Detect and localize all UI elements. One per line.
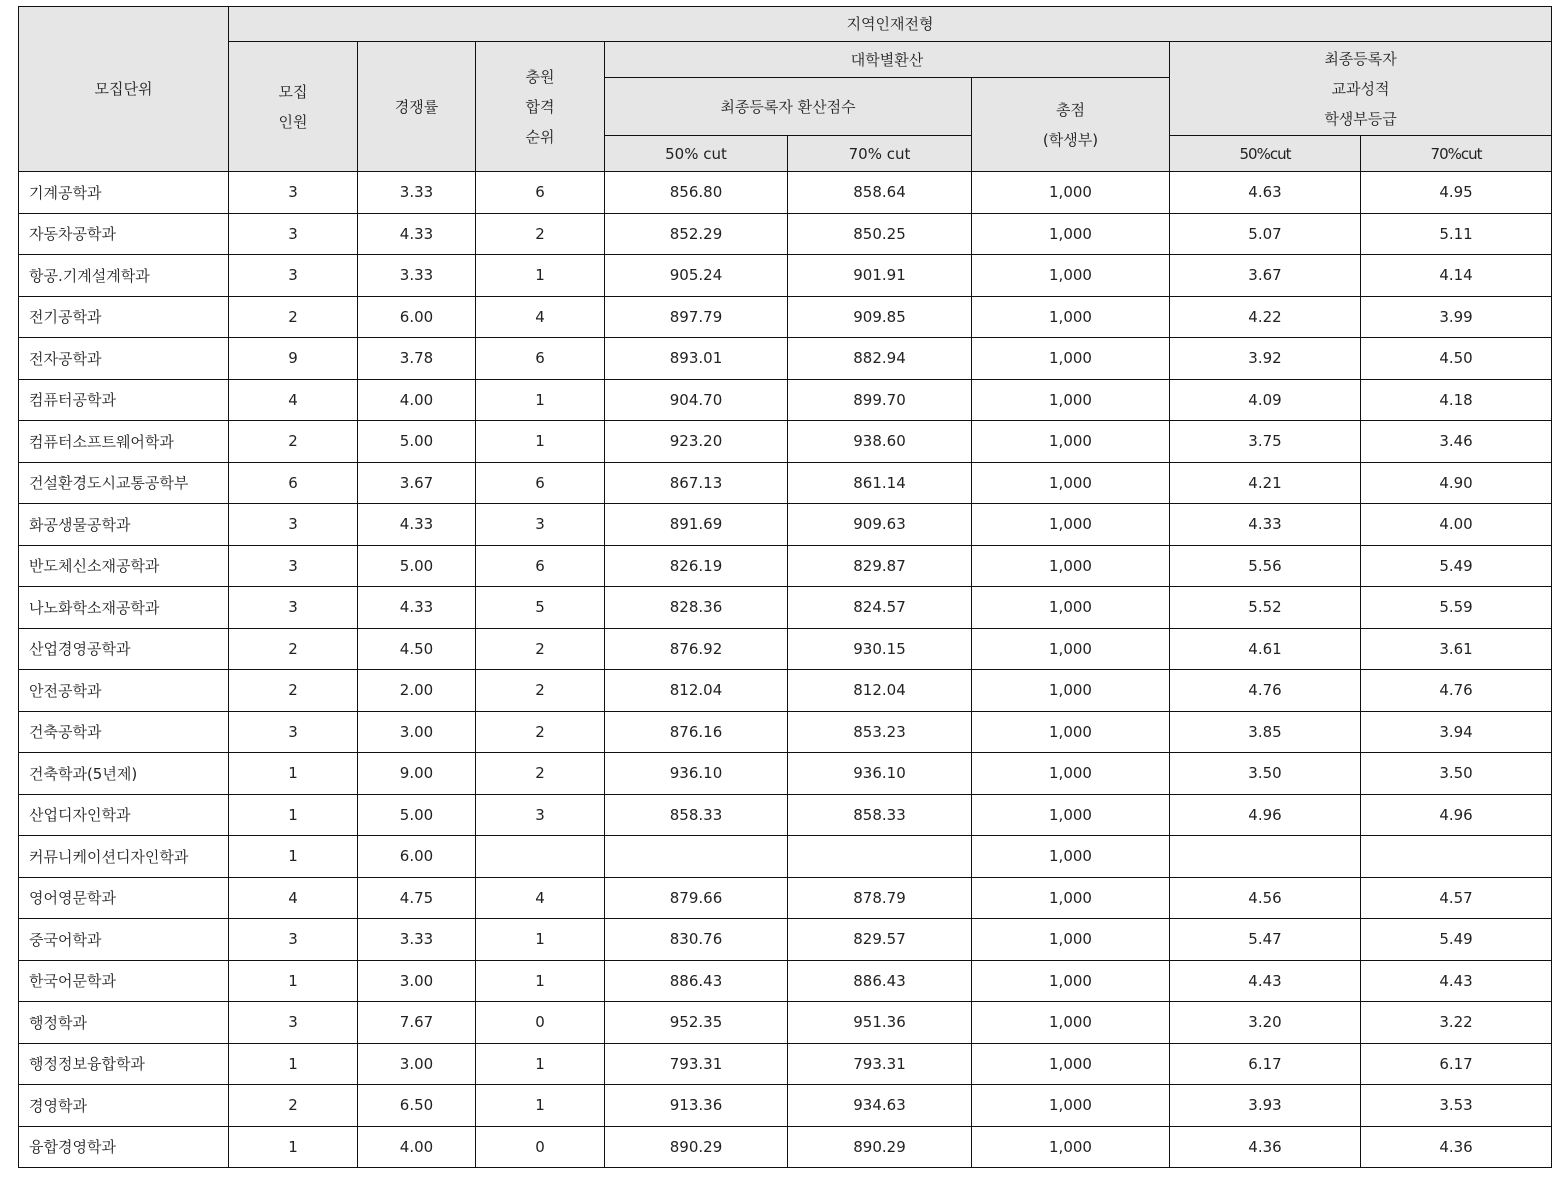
cell-total: 1,000 bbox=[972, 919, 1170, 961]
cell-ratio: 4.75 bbox=[358, 877, 476, 919]
cell-total: 1,000 bbox=[972, 1126, 1170, 1168]
cell-grade-70: 5.11 bbox=[1361, 213, 1552, 255]
cell-waitlist-rank: 0 bbox=[476, 1126, 605, 1168]
cell-unit-name: 커뮤니케이션디자인학과 bbox=[19, 836, 229, 878]
cell-ratio: 4.33 bbox=[358, 587, 476, 629]
cell-ratio: 3.67 bbox=[358, 462, 476, 504]
cell-unit-name: 항공.기계설계학과 bbox=[19, 255, 229, 297]
cell-grade-50: 4.76 bbox=[1170, 670, 1361, 712]
cell-score-70: 824.57 bbox=[788, 587, 972, 629]
cell-total: 1,000 bbox=[972, 753, 1170, 795]
cell-quota: 3 bbox=[229, 1002, 358, 1044]
header-total bbox=[972, 78, 1170, 172]
cell-grade-70: 4.50 bbox=[1361, 338, 1552, 380]
cell-quota: 4 bbox=[229, 379, 358, 421]
cell-total: 1,000 bbox=[972, 1085, 1170, 1127]
cell-score-70: 936.10 bbox=[788, 753, 972, 795]
table-row bbox=[19, 379, 1552, 421]
cell-grade-70: 5.49 bbox=[1361, 545, 1552, 587]
cell-total: 1,000 bbox=[972, 255, 1170, 297]
header-converted: 대학별환산 bbox=[605, 42, 1170, 78]
header-waitlist-line: 순위 bbox=[525, 127, 555, 146]
cell-ratio: 6.50 bbox=[358, 1085, 476, 1127]
header-group: 지역인재전형 bbox=[229, 7, 1552, 42]
table-row bbox=[19, 1043, 1552, 1085]
cell-grade-50: 4.96 bbox=[1170, 794, 1361, 836]
cell-grade-70: 4.18 bbox=[1361, 379, 1552, 421]
cell-unit-name: 화공생물공학과 bbox=[19, 504, 229, 546]
cell-unit-name: 융합경영학과 bbox=[19, 1126, 229, 1168]
cell-score-70: 793.31 bbox=[788, 1043, 972, 1085]
cell-total: 1,000 bbox=[972, 670, 1170, 712]
cell-grade-50: 4.22 bbox=[1170, 296, 1361, 338]
cell-grade-70: 3.53 bbox=[1361, 1085, 1552, 1127]
cell-grade-50: 5.56 bbox=[1170, 545, 1361, 587]
cell-score-50: 952.35 bbox=[605, 1002, 788, 1044]
table-row bbox=[19, 877, 1552, 919]
table-row bbox=[19, 919, 1552, 961]
cell-total: 1,000 bbox=[972, 794, 1170, 836]
cell-total: 1,000 bbox=[972, 1002, 1170, 1044]
cell-quota: 2 bbox=[229, 296, 358, 338]
cell-score-70: 909.85 bbox=[788, 296, 972, 338]
cell-grade-50: 3.20 bbox=[1170, 1002, 1361, 1044]
cell-total: 1,000 bbox=[972, 628, 1170, 670]
cell-quota: 2 bbox=[229, 1085, 358, 1127]
table-row bbox=[19, 213, 1552, 255]
cell-grade-50 bbox=[1170, 836, 1361, 878]
cell-score-50: 830.76 bbox=[605, 919, 788, 961]
cell-ratio: 5.00 bbox=[358, 421, 476, 463]
cell-unit-name: 한국어문학과 bbox=[19, 960, 229, 1002]
cell-score-50: 876.92 bbox=[605, 628, 788, 670]
cell-total: 1,000 bbox=[972, 1043, 1170, 1085]
cell-score-50: 793.31 bbox=[605, 1043, 788, 1085]
cell-quota: 1 bbox=[229, 960, 358, 1002]
cell-waitlist-rank: 6 bbox=[476, 338, 605, 380]
table-row bbox=[19, 587, 1552, 629]
cell-unit-name: 나노화학소재공학과 bbox=[19, 587, 229, 629]
cell-grade-70: 4.00 bbox=[1361, 504, 1552, 546]
cell-unit-name: 컴퓨터공학과 bbox=[19, 379, 229, 421]
cell-ratio: 5.00 bbox=[358, 545, 476, 587]
cell-waitlist-rank: 1 bbox=[476, 255, 605, 297]
cell-score-50: 856.80 bbox=[605, 172, 788, 214]
cell-score-50: 904.70 bbox=[605, 379, 788, 421]
cell-total: 1,000 bbox=[972, 960, 1170, 1002]
cell-grade-70: 4.90 bbox=[1361, 462, 1552, 504]
cell-grade-70: 3.94 bbox=[1361, 711, 1552, 753]
table-row bbox=[19, 296, 1552, 338]
cell-quota: 1 bbox=[229, 1043, 358, 1085]
cell-waitlist-rank: 1 bbox=[476, 919, 605, 961]
cell-grade-70: 5.49 bbox=[1361, 919, 1552, 961]
header-total-line: (학생부) bbox=[1042, 130, 1099, 149]
cell-unit-name: 컴퓨터소프트웨어학과 bbox=[19, 421, 229, 463]
cell-unit-name: 기계공학과 bbox=[19, 172, 229, 214]
cell-waitlist-rank: 1 bbox=[476, 960, 605, 1002]
cell-waitlist-rank bbox=[476, 836, 605, 878]
table-row bbox=[19, 836, 1552, 878]
cell-ratio: 3.00 bbox=[358, 1043, 476, 1085]
cell-unit-name: 행정학과 bbox=[19, 1002, 229, 1044]
cell-waitlist-rank: 3 bbox=[476, 504, 605, 546]
cell-grade-50: 3.93 bbox=[1170, 1085, 1361, 1127]
cell-score-70: 899.70 bbox=[788, 379, 972, 421]
cell-total: 1,000 bbox=[972, 172, 1170, 214]
admission-results-table bbox=[18, 6, 1552, 1168]
cell-unit-name: 반도체신소재공학과 bbox=[19, 545, 229, 587]
cell-unit-name: 안전공학과 bbox=[19, 670, 229, 712]
table-row bbox=[19, 753, 1552, 795]
cell-ratio: 4.33 bbox=[358, 504, 476, 546]
cell-score-50: 890.29 bbox=[605, 1126, 788, 1168]
header-total-line: 총점 bbox=[1056, 100, 1085, 119]
cell-quota: 3 bbox=[229, 213, 358, 255]
cell-total: 1,000 bbox=[972, 462, 1170, 504]
cell-waitlist-rank: 2 bbox=[476, 670, 605, 712]
table-row bbox=[19, 462, 1552, 504]
cell-score-70: 909.63 bbox=[788, 504, 972, 546]
cell-grade-50: 4.56 bbox=[1170, 877, 1361, 919]
cell-score-70: 886.43 bbox=[788, 960, 972, 1002]
cell-waitlist-rank: 4 bbox=[476, 877, 605, 919]
cell-score-50: 879.66 bbox=[605, 877, 788, 919]
cell-grade-70: 4.43 bbox=[1361, 960, 1552, 1002]
cell-quota: 2 bbox=[229, 421, 358, 463]
table-row bbox=[19, 1126, 1552, 1168]
cell-grade-50: 4.09 bbox=[1170, 379, 1361, 421]
cell-total: 1,000 bbox=[972, 421, 1170, 463]
cell-grade-50: 5.52 bbox=[1170, 587, 1361, 629]
header-score-70: 70% cut bbox=[788, 136, 972, 172]
cell-score-50: 905.24 bbox=[605, 255, 788, 297]
table-row bbox=[19, 255, 1552, 297]
cell-score-70: 858.33 bbox=[788, 794, 972, 836]
cell-grade-70: 4.14 bbox=[1361, 255, 1552, 297]
header-waitlist bbox=[476, 42, 605, 172]
table-row bbox=[19, 545, 1552, 587]
cell-score-70: 951.36 bbox=[788, 1002, 972, 1044]
cell-score-50 bbox=[605, 836, 788, 878]
cell-ratio: 4.50 bbox=[358, 628, 476, 670]
cell-ratio: 4.33 bbox=[358, 213, 476, 255]
cell-score-70: 829.57 bbox=[788, 919, 972, 961]
table-row bbox=[19, 172, 1552, 214]
cell-score-70: 930.15 bbox=[788, 628, 972, 670]
cell-ratio: 4.00 bbox=[358, 1126, 476, 1168]
cell-score-70 bbox=[788, 836, 972, 878]
cell-score-50: 826.19 bbox=[605, 545, 788, 587]
header-grade-line: 교과성적 bbox=[1331, 79, 1390, 98]
table-row bbox=[19, 670, 1552, 712]
cell-score-50: 858.33 bbox=[605, 794, 788, 836]
cell-waitlist-rank: 6 bbox=[476, 545, 605, 587]
cell-score-50: 891.69 bbox=[605, 504, 788, 546]
header-grade-50: 50%cut bbox=[1170, 136, 1361, 172]
cell-unit-name: 행정정보융합학과 bbox=[19, 1043, 229, 1085]
cell-score-50: 923.20 bbox=[605, 421, 788, 463]
cell-unit-name: 전기공학과 bbox=[19, 296, 229, 338]
cell-grade-70 bbox=[1361, 836, 1552, 878]
cell-score-50: 828.36 bbox=[605, 587, 788, 629]
cell-score-70: 901.91 bbox=[788, 255, 972, 297]
table-row bbox=[19, 628, 1552, 670]
cell-grade-50: 3.50 bbox=[1170, 753, 1361, 795]
cell-waitlist-rank: 1 bbox=[476, 421, 605, 463]
header-grade bbox=[1170, 42, 1552, 136]
cell-ratio: 2.00 bbox=[358, 670, 476, 712]
cell-quota: 1 bbox=[229, 753, 358, 795]
cell-quota: 6 bbox=[229, 462, 358, 504]
cell-score-50: 936.10 bbox=[605, 753, 788, 795]
header-quota-line: 모집 bbox=[278, 82, 308, 101]
cell-grade-70: 3.99 bbox=[1361, 296, 1552, 338]
cell-total: 1,000 bbox=[972, 296, 1170, 338]
cell-ratio: 3.33 bbox=[358, 255, 476, 297]
header-quota bbox=[229, 42, 358, 172]
cell-grade-70: 3.61 bbox=[1361, 628, 1552, 670]
cell-ratio: 3.00 bbox=[358, 711, 476, 753]
cell-grade-50: 3.75 bbox=[1170, 421, 1361, 463]
header-grade-line: 학생부등급 bbox=[1324, 109, 1397, 128]
cell-score-70: 878.79 bbox=[788, 877, 972, 919]
header-score-50: 50% cut bbox=[605, 136, 788, 172]
cell-unit-name: 건축공학과 bbox=[19, 711, 229, 753]
table-row bbox=[19, 711, 1552, 753]
cell-unit-name: 경영학과 bbox=[19, 1085, 229, 1127]
header-quota-line: 인원 bbox=[278, 112, 308, 131]
cell-grade-70: 6.17 bbox=[1361, 1043, 1552, 1085]
cell-quota: 1 bbox=[229, 1126, 358, 1168]
table-row bbox=[19, 338, 1552, 380]
cell-unit-name: 영어영문학과 bbox=[19, 877, 229, 919]
cell-quota: 4 bbox=[229, 877, 358, 919]
cell-grade-50: 3.85 bbox=[1170, 711, 1361, 753]
cell-score-50: 876.16 bbox=[605, 711, 788, 753]
header-waitlist-line: 충원 bbox=[525, 67, 555, 86]
cell-grade-50: 6.17 bbox=[1170, 1043, 1361, 1085]
header-ratio: 경쟁률 bbox=[358, 42, 476, 172]
cell-total: 1,000 bbox=[972, 504, 1170, 546]
cell-waitlist-rank: 1 bbox=[476, 1043, 605, 1085]
cell-score-70: 938.60 bbox=[788, 421, 972, 463]
table-row bbox=[19, 1085, 1552, 1127]
cell-ratio: 9.00 bbox=[358, 753, 476, 795]
cell-total: 1,000 bbox=[972, 213, 1170, 255]
cell-score-70: 858.64 bbox=[788, 172, 972, 214]
cell-waitlist-rank: 4 bbox=[476, 296, 605, 338]
cell-quota: 3 bbox=[229, 587, 358, 629]
cell-grade-50: 4.36 bbox=[1170, 1126, 1361, 1168]
cell-ratio: 3.33 bbox=[358, 919, 476, 961]
cell-quota: 2 bbox=[229, 628, 358, 670]
cell-total: 1,000 bbox=[972, 877, 1170, 919]
cell-total: 1,000 bbox=[972, 338, 1170, 380]
cell-grade-70: 4.36 bbox=[1361, 1126, 1552, 1168]
cell-quota: 9 bbox=[229, 338, 358, 380]
cell-total: 1,000 bbox=[972, 587, 1170, 629]
cell-grade-50: 4.63 bbox=[1170, 172, 1361, 214]
cell-total: 1,000 bbox=[972, 379, 1170, 421]
cell-grade-70: 4.96 bbox=[1361, 794, 1552, 836]
cell-grade-50: 3.92 bbox=[1170, 338, 1361, 380]
cell-quota: 3 bbox=[229, 172, 358, 214]
cell-ratio: 7.67 bbox=[358, 1002, 476, 1044]
cell-grade-70: 3.22 bbox=[1361, 1002, 1552, 1044]
cell-score-70: 812.04 bbox=[788, 670, 972, 712]
cell-ratio: 6.00 bbox=[358, 836, 476, 878]
cell-waitlist-rank: 6 bbox=[476, 172, 605, 214]
cell-grade-50: 4.21 bbox=[1170, 462, 1361, 504]
cell-unit-name: 전자공학과 bbox=[19, 338, 229, 380]
cell-unit-name: 건축학과(5년제) bbox=[19, 753, 229, 795]
cell-ratio: 5.00 bbox=[358, 794, 476, 836]
cell-waitlist-rank: 3 bbox=[476, 794, 605, 836]
cell-quota: 1 bbox=[229, 794, 358, 836]
cell-grade-50: 4.43 bbox=[1170, 960, 1361, 1002]
cell-total: 1,000 bbox=[972, 545, 1170, 587]
cell-quota: 1 bbox=[229, 836, 358, 878]
table-row bbox=[19, 794, 1552, 836]
cell-ratio: 6.00 bbox=[358, 296, 476, 338]
cell-score-70: 853.23 bbox=[788, 711, 972, 753]
cell-score-50: 867.13 bbox=[605, 462, 788, 504]
cell-score-50: 812.04 bbox=[605, 670, 788, 712]
cell-ratio: 3.00 bbox=[358, 960, 476, 1002]
cell-grade-50: 4.61 bbox=[1170, 628, 1361, 670]
cell-score-50: 893.01 bbox=[605, 338, 788, 380]
cell-waitlist-rank: 2 bbox=[476, 711, 605, 753]
cell-waitlist-rank: 6 bbox=[476, 462, 605, 504]
table-row bbox=[19, 421, 1552, 463]
cell-ratio: 3.78 bbox=[358, 338, 476, 380]
cell-quota: 3 bbox=[229, 919, 358, 961]
cell-score-70: 861.14 bbox=[788, 462, 972, 504]
header-waitlist-line: 합격 bbox=[525, 97, 555, 116]
cell-score-50: 913.36 bbox=[605, 1085, 788, 1127]
cell-grade-70: 4.95 bbox=[1361, 172, 1552, 214]
cell-quota: 2 bbox=[229, 670, 358, 712]
cell-grade-70: 5.59 bbox=[1361, 587, 1552, 629]
cell-quota: 3 bbox=[229, 711, 358, 753]
cell-grade-50: 5.47 bbox=[1170, 919, 1361, 961]
cell-score-50: 852.29 bbox=[605, 213, 788, 255]
cell-grade-50: 5.07 bbox=[1170, 213, 1361, 255]
cell-score-70: 882.94 bbox=[788, 338, 972, 380]
cell-score-50: 897.79 bbox=[605, 296, 788, 338]
header-grade-70: 70%cut bbox=[1361, 136, 1552, 172]
cell-unit-name: 산업디자인학과 bbox=[19, 794, 229, 836]
cell-total: 1,000 bbox=[972, 836, 1170, 878]
table-row bbox=[19, 1002, 1552, 1044]
cell-grade-70: 4.57 bbox=[1361, 877, 1552, 919]
cell-waitlist-rank: 2 bbox=[476, 753, 605, 795]
cell-ratio: 3.33 bbox=[358, 172, 476, 214]
cell-grade-70: 3.50 bbox=[1361, 753, 1552, 795]
cell-score-70: 829.87 bbox=[788, 545, 972, 587]
cell-waitlist-rank: 5 bbox=[476, 587, 605, 629]
table-row bbox=[19, 504, 1552, 546]
cell-grade-70: 4.76 bbox=[1361, 670, 1552, 712]
cell-score-70: 934.63 bbox=[788, 1085, 972, 1127]
cell-unit-name: 중국어학과 bbox=[19, 919, 229, 961]
cell-waitlist-rank: 2 bbox=[476, 213, 605, 255]
cell-waitlist-rank: 1 bbox=[476, 1085, 605, 1127]
header-grade-line: 최종등록자 bbox=[1324, 49, 1397, 68]
table-body bbox=[19, 172, 1552, 1168]
cell-unit-name: 건설환경도시교통공학부 bbox=[19, 462, 229, 504]
cell-unit-name: 산업경영공학과 bbox=[19, 628, 229, 670]
cell-score-70: 890.29 bbox=[788, 1126, 972, 1168]
cell-score-70: 850.25 bbox=[788, 213, 972, 255]
cell-waitlist-rank: 1 bbox=[476, 379, 605, 421]
cell-ratio: 4.00 bbox=[358, 379, 476, 421]
cell-score-50: 886.43 bbox=[605, 960, 788, 1002]
cell-unit-name: 자동차공학과 bbox=[19, 213, 229, 255]
cell-waitlist-rank: 0 bbox=[476, 1002, 605, 1044]
table-row bbox=[19, 960, 1552, 1002]
cell-waitlist-rank: 2 bbox=[476, 628, 605, 670]
cell-quota: 3 bbox=[229, 255, 358, 297]
header-unit: 모집단위 bbox=[19, 7, 229, 172]
cell-grade-50: 3.67 bbox=[1170, 255, 1361, 297]
cell-total: 1,000 bbox=[972, 711, 1170, 753]
cell-grade-70: 3.46 bbox=[1361, 421, 1552, 463]
cell-quota: 3 bbox=[229, 504, 358, 546]
cell-grade-50: 4.33 bbox=[1170, 504, 1361, 546]
cell-quota: 3 bbox=[229, 545, 358, 587]
header-final-score: 최종등록자 환산점수 bbox=[605, 78, 972, 136]
